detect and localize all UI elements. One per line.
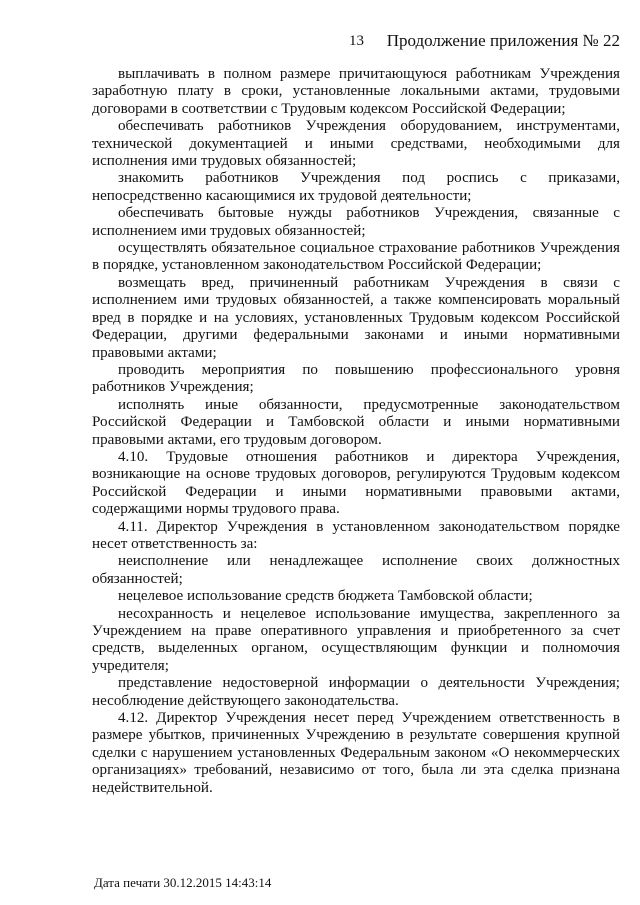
- paragraph: 4.10. Трудовые отношения работников и директора Учреждения, возникающие на основе трудовых договоров, регулируются Трудовым кодексом Российской Федерации и иными нормативными правовыми актами, содержащими нормы трудового права.: [92, 448, 620, 518]
- paragraph: проводить мероприятия по повышению профессионального уровня работников Учреждения;: [92, 361, 620, 396]
- print-date-footer: Дата печати 30.12.2015 14:43:14: [94, 875, 272, 890]
- paragraph: неисполнение или ненадлежащее исполнение своих должностных обязанностей;: [92, 553, 620, 587]
- paragraph: представление недостоверной информации о деятельности Учреждения; несоблюдение действующего законодательства.: [92, 675, 620, 709]
- paragraph: возмещать вред, причиненный работникам Учреждения в связи с исполнением ими трудовых обязанностей, а также компенсировать моральный вред в порядке и на условиях, установленных Трудовым кодексом Российской Федерации, другими федеральными законами и иными нормативными правовыми актами;: [92, 274, 620, 361]
- paragraph: обеспечивать работников Учреждения оборудованием, инструментами, технической документацией и иными средствами, необходимыми для исполнения ими трудовых обязанностей;: [92, 118, 620, 170]
- paragraph: знакомить работников Учреждения под роспись с приказами, непосредственно касающимися их трудовой деятельности;: [92, 170, 620, 204]
- appendix-title: Продолжение приложения № 22: [386, 31, 620, 50]
- paragraph: выплачивать в полном размере причитающуюся работникам Учреждения заработную плату в сроки, установленные локальными актами, трудовыми договорами в соответствии с Трудовым кодексом Российской Федерации;: [92, 66, 620, 117]
- paragraph: обеспечивать бытовые нужды работников Учреждения, связанные с исполнением ими трудовых обязанностей;: [92, 205, 620, 239]
- paragraph: несохранность и нецелевое использование имущества, закрепленного за Учреждением на праве оперативного управления и приобретенного за счет средств, выделенных органом, осуществляющим функции и полномочия учредителя;: [92, 605, 620, 674]
- paragraph: осуществлять обязательное социальное страхование работников Учреждения в порядке, установленном законодательством Российской Федерации;: [92, 240, 620, 274]
- paragraph: нецелевое использование средств бюджета Тамбовской области;: [118, 588, 533, 605]
- document-body: [92, 66, 620, 797]
- paragraph: 4.12. Директор Учреждения несет перед Учреждением ответственность в размере убытков, причиненных Учреждению в результате совершения крупной сделки с нарушением установленных Федеральным законом «О некоммерческих организациях» требований, независимо от того, была ли эта сделка признана недействительной.: [92, 710, 620, 796]
- paragraph: 4.11. Директор Учреждения в установленном законодательством порядке несет ответственность за:: [92, 518, 620, 552]
- paragraph: исполнять иные обязанности, предусмотренные законодательством Российской Федерации и Тамбовской области и иными нормативными правовыми актами, его трудовым договором.: [92, 396, 620, 448]
- page-number: 13: [349, 33, 364, 49]
